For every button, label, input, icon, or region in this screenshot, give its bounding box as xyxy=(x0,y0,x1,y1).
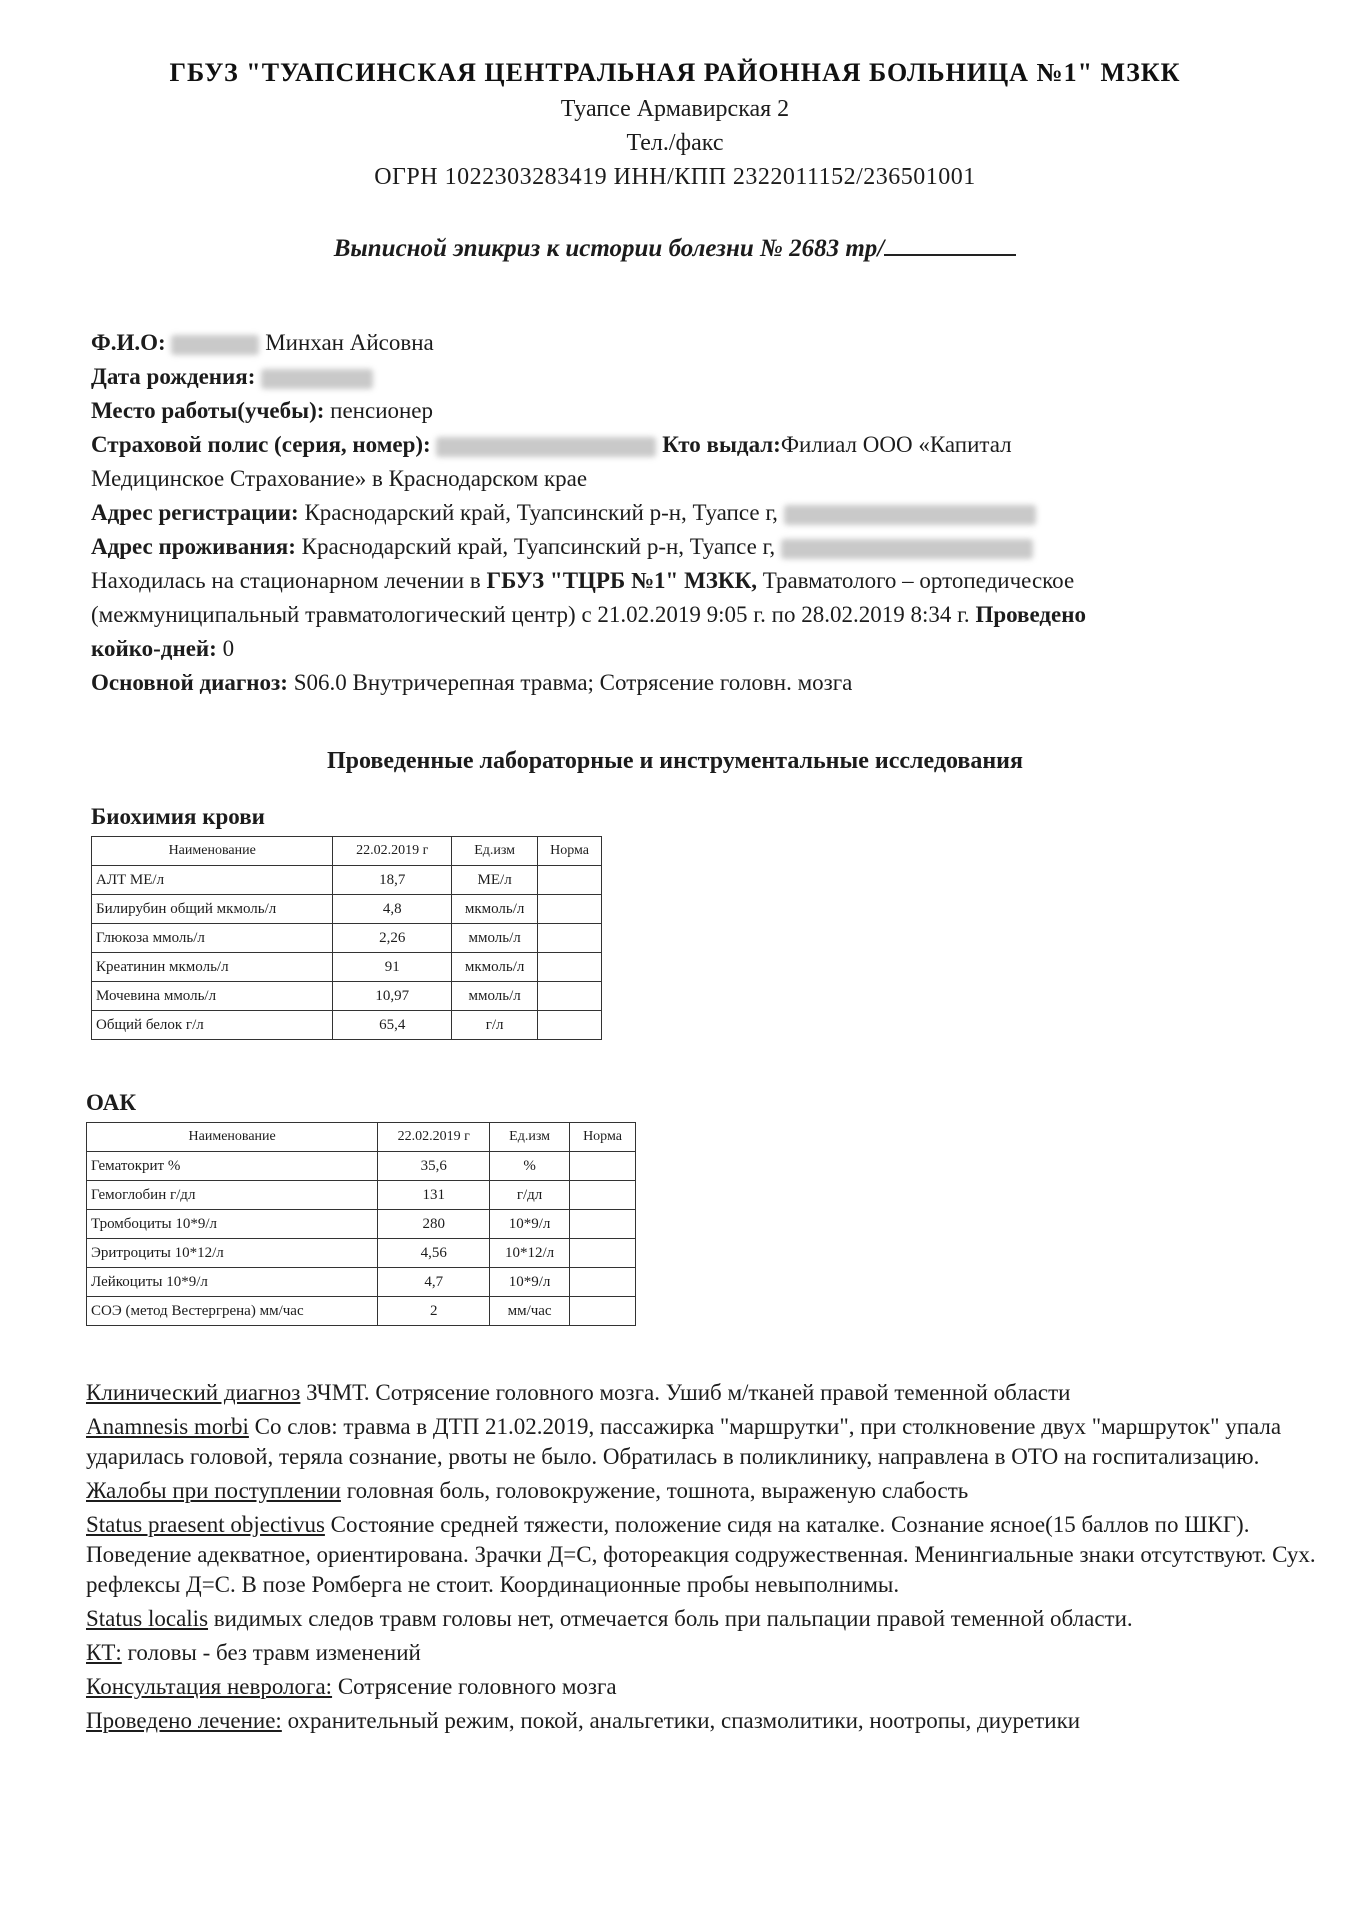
reg-line xyxy=(91,500,1036,526)
organization-name: ГБУЗ "ТУАПСИНСКАЯ ЦЕНТРАЛЬНАЯ РАЙОННАЯ БОЛЬНИЦА №1" МЗКК xyxy=(169,58,1181,87)
cell-unit: г/дл xyxy=(490,1181,570,1210)
cell-unit: 10*9/л xyxy=(490,1268,570,1297)
dob-line xyxy=(91,364,373,390)
col-header-date: 22.02.2019 г xyxy=(333,837,452,866)
document-title xyxy=(0,232,1350,263)
live-label: Адрес проживания: xyxy=(91,534,296,559)
stay-text-1a: Находилась на стационарном лечении в xyxy=(91,568,487,593)
oak-title: ОАК xyxy=(86,1090,137,1115)
work-label: Место работы(учебы): xyxy=(91,398,325,423)
work-value: пенсионер xyxy=(330,398,434,423)
kt-paragraph xyxy=(86,1638,1326,1668)
anamnesis-paragraph xyxy=(86,1412,1326,1472)
table-row xyxy=(92,866,602,895)
status-label: Status praesent objectivus xyxy=(86,1512,325,1537)
status-paragraph xyxy=(86,1510,1326,1600)
policy-label: Страховой полис (серия, номер): xyxy=(91,432,431,457)
diag-label: Основной диагноз: xyxy=(91,670,288,695)
cell-norm xyxy=(570,1239,636,1268)
reg-value: Краснодарский край, Туапсинский р-н, Туапсе г, xyxy=(304,500,778,525)
cell-norm xyxy=(570,1181,636,1210)
cell-name: Общий белок г/л xyxy=(92,1011,333,1040)
live-value: Краснодарский край, Туапсинский р-н, Туапсе г, xyxy=(301,534,776,559)
cell-name: СОЭ (метод Вестергрена) мм/час xyxy=(87,1297,378,1326)
stay-line-1 xyxy=(91,568,1074,594)
policy-line xyxy=(91,432,1012,458)
stay-text-2b: Проведено xyxy=(969,602,1086,627)
treatment-label: Проведено лечение: xyxy=(86,1708,282,1733)
redacted-dob xyxy=(261,369,373,389)
cell-name: Лейкоциты 10*9/л xyxy=(87,1268,378,1297)
anamnesis-text: Со слов: травма в ДТП 21.02.2019, пассажирка "маршрутки", при столкновение двух "маршруток" упала ударилась головой, теряла сознание, рвоты не было. Обратилась в поликлинику, направлена в ОТО на госпитализацию. xyxy=(86,1414,1282,1469)
cell-name: Мочевина ммоль/л xyxy=(92,982,333,1011)
col-header-unit: Ед.изм xyxy=(452,837,538,866)
col-header-date: 22.02.2019 г xyxy=(378,1123,490,1152)
issuer-value-2: Медицинское Страхование» в Краснодарском крае xyxy=(91,466,588,491)
clinical-notes xyxy=(86,1378,1326,1740)
cell-value: 4,56 xyxy=(378,1239,490,1268)
cell-name: АЛТ МЕ/л xyxy=(92,866,333,895)
organization-address: Туапсе Армавирская 2 xyxy=(560,96,790,122)
table-row xyxy=(87,1210,636,1239)
cell-unit: 10*12/л xyxy=(490,1239,570,1268)
dob-label: Дата рождения: xyxy=(91,364,256,389)
complaints-label: Жалобы при поступлении xyxy=(86,1478,341,1503)
table-row xyxy=(92,1011,602,1040)
cell-name: Эритроциты 10*12/л xyxy=(87,1239,378,1268)
cell-unit: мкмоль/л xyxy=(452,953,538,982)
kt-label: КТ: xyxy=(86,1640,122,1665)
cell-value: 280 xyxy=(378,1210,490,1239)
cell-norm xyxy=(538,1011,602,1040)
cell-unit: г/л xyxy=(452,1011,538,1040)
biochem-table xyxy=(91,836,602,1040)
oak-header-row xyxy=(87,1123,636,1152)
cell-norm xyxy=(570,1210,636,1239)
cell-name: Глюкоза ммоль/л xyxy=(92,924,333,953)
cell-unit: мкмоль/л xyxy=(452,895,538,924)
stay-text-3a: койко-дней: xyxy=(91,636,217,661)
cell-value: 131 xyxy=(378,1181,490,1210)
table-row xyxy=(87,1268,636,1297)
col-header-norm: Норма xyxy=(538,837,602,866)
fio-value: Минхан Айсовна xyxy=(265,330,434,355)
reg-label: Адрес регистрации: xyxy=(91,500,299,525)
cell-norm xyxy=(538,953,602,982)
cell-value: 2 xyxy=(378,1297,490,1326)
cell-name: Гематокрит % xyxy=(87,1152,378,1181)
fio-line xyxy=(91,330,434,356)
diag-value: S06.0 Внутричерепная травма; Сотрясение головн. мозга xyxy=(287,670,853,695)
table-row xyxy=(87,1152,636,1181)
status-text: Состояние средней тяжести, положение сидя на каталке. Сознание ясное(15 баллов по ШКГ). Поведение адекватное, ориентирована. Зрачки Д=С, фотореакция содружественная. Менингиальные знаки отсутствуют. Сух. рефлексы Д=С. В позе Ромберга не стоит. Координационные пробы невыполнимы. xyxy=(86,1512,1316,1597)
cell-value: 4,7 xyxy=(378,1268,490,1297)
cell-unit: МЕ/л xyxy=(452,866,538,895)
redacted-policy xyxy=(436,437,656,457)
stay-text-1c: Травматолого – ортопедическое xyxy=(757,568,1075,593)
work-line xyxy=(91,398,433,424)
cell-norm xyxy=(570,1152,636,1181)
cell-unit: 10*9/л xyxy=(490,1210,570,1239)
cell-value: 18,7 xyxy=(333,866,452,895)
redacted-reg-address xyxy=(784,505,1036,525)
complaints-text: головная боль, головокружение, тошнота, выраженую слабость xyxy=(340,1478,969,1503)
cell-unit: мм/час xyxy=(490,1297,570,1326)
redacted-live-address xyxy=(781,539,1033,559)
issuer-value: Филиал ООО «Капитал xyxy=(780,432,1012,457)
cell-value: 65,4 xyxy=(333,1011,452,1040)
treatment-text: охранительный режим, покой, анальгетики, спазмолитики, ноотропы, диуретики xyxy=(281,1708,1081,1733)
cell-name: Билирубин общий мкмоль/л xyxy=(92,895,333,924)
table-row xyxy=(87,1239,636,1268)
cell-name: Креатинин мкмоль/л xyxy=(92,953,333,982)
neurologist-text: Сотрясение головного мозга xyxy=(332,1674,617,1699)
stay-line-3 xyxy=(91,636,234,662)
cell-value: 4,8 xyxy=(333,895,452,924)
cell-norm xyxy=(538,982,602,1011)
neurologist-label: Консультация невролога: xyxy=(86,1674,333,1699)
table-row xyxy=(92,953,602,982)
cell-name: Тромбоциты 10*9/л xyxy=(87,1210,378,1239)
table-row xyxy=(87,1181,636,1210)
table-row xyxy=(87,1297,636,1326)
cell-name: Гемоглобин г/дл xyxy=(87,1181,378,1210)
cell-value: 10,97 xyxy=(333,982,452,1011)
stay-text-3b: 0 xyxy=(216,636,235,661)
stay-line-2 xyxy=(91,602,1086,628)
table-row xyxy=(92,924,602,953)
cell-norm xyxy=(538,895,602,924)
cell-value: 91 xyxy=(333,953,452,982)
clinical-diagnosis-label: Клинический диагноз xyxy=(86,1380,301,1405)
status-localis-text: видимых следов травм головы нет, отмечается боль при пальпации правой теменной области. xyxy=(208,1606,1133,1631)
cell-unit: ммоль/л xyxy=(452,924,538,953)
col-header-name: Наименование xyxy=(92,837,333,866)
col-header-norm: Норма xyxy=(570,1123,636,1152)
cell-norm xyxy=(570,1297,636,1326)
clinical-diagnosis-text: ЗЧМТ. Сотрясение головного мозга. Ушиб м/тканей правой теменной области xyxy=(300,1380,1071,1405)
stay-text-2a: (межмуниципальный травматологический центр) с 21.02.2019 9:05 г. по 28.02.2019 8:34 г. xyxy=(91,602,970,627)
stay-text-1b: ГБУЗ "ТЦРБ №1" МЗКК, xyxy=(486,568,758,593)
cell-unit: ммоль/л xyxy=(452,982,538,1011)
title-blank-line xyxy=(884,232,1016,256)
live-line xyxy=(91,534,1033,560)
document-title-text: Выписной эпикриз к истории болезни № 2683 тр/ xyxy=(333,235,885,262)
status-localis-paragraph xyxy=(86,1604,1326,1634)
complaints-paragraph xyxy=(86,1476,1326,1506)
kt-text: головы - без травм изменений xyxy=(121,1640,421,1665)
diagnosis-line xyxy=(91,670,852,696)
clinical-diagnosis-paragraph xyxy=(86,1378,1326,1408)
table-row xyxy=(92,895,602,924)
biochem-header-row xyxy=(92,837,602,866)
anamnesis-label: Anamnesis morbi xyxy=(86,1414,249,1439)
treatment-paragraph xyxy=(86,1706,1326,1736)
redacted-surname xyxy=(171,335,259,355)
cell-norm xyxy=(538,924,602,953)
issuer-line-2 xyxy=(91,466,587,492)
cell-norm xyxy=(570,1268,636,1297)
col-header-name: Наименование xyxy=(87,1123,378,1152)
neurologist-paragraph xyxy=(86,1672,1326,1702)
cell-value: 35,6 xyxy=(378,1152,490,1181)
status-localis-label: Status localis xyxy=(86,1606,209,1631)
fio-label: Ф.И.О: xyxy=(91,330,166,355)
biochem-title: Биохимия крови xyxy=(91,804,265,829)
organization-phone: Тел./факс xyxy=(626,130,724,156)
cell-value: 2,26 xyxy=(333,924,452,953)
cell-norm xyxy=(538,866,602,895)
col-header-unit: Ед.изм xyxy=(490,1123,570,1152)
table-row xyxy=(92,982,602,1011)
section-title: Проведенные лабораторные и инструментальные исследования xyxy=(327,748,1023,774)
organization-ids: ОГРН 1022303283419 ИНН/КПП 2322011152/236501001 xyxy=(374,164,976,190)
issuer-label: Кто выдал: xyxy=(662,432,781,457)
cell-unit: % xyxy=(490,1152,570,1181)
oak-table xyxy=(86,1122,636,1326)
